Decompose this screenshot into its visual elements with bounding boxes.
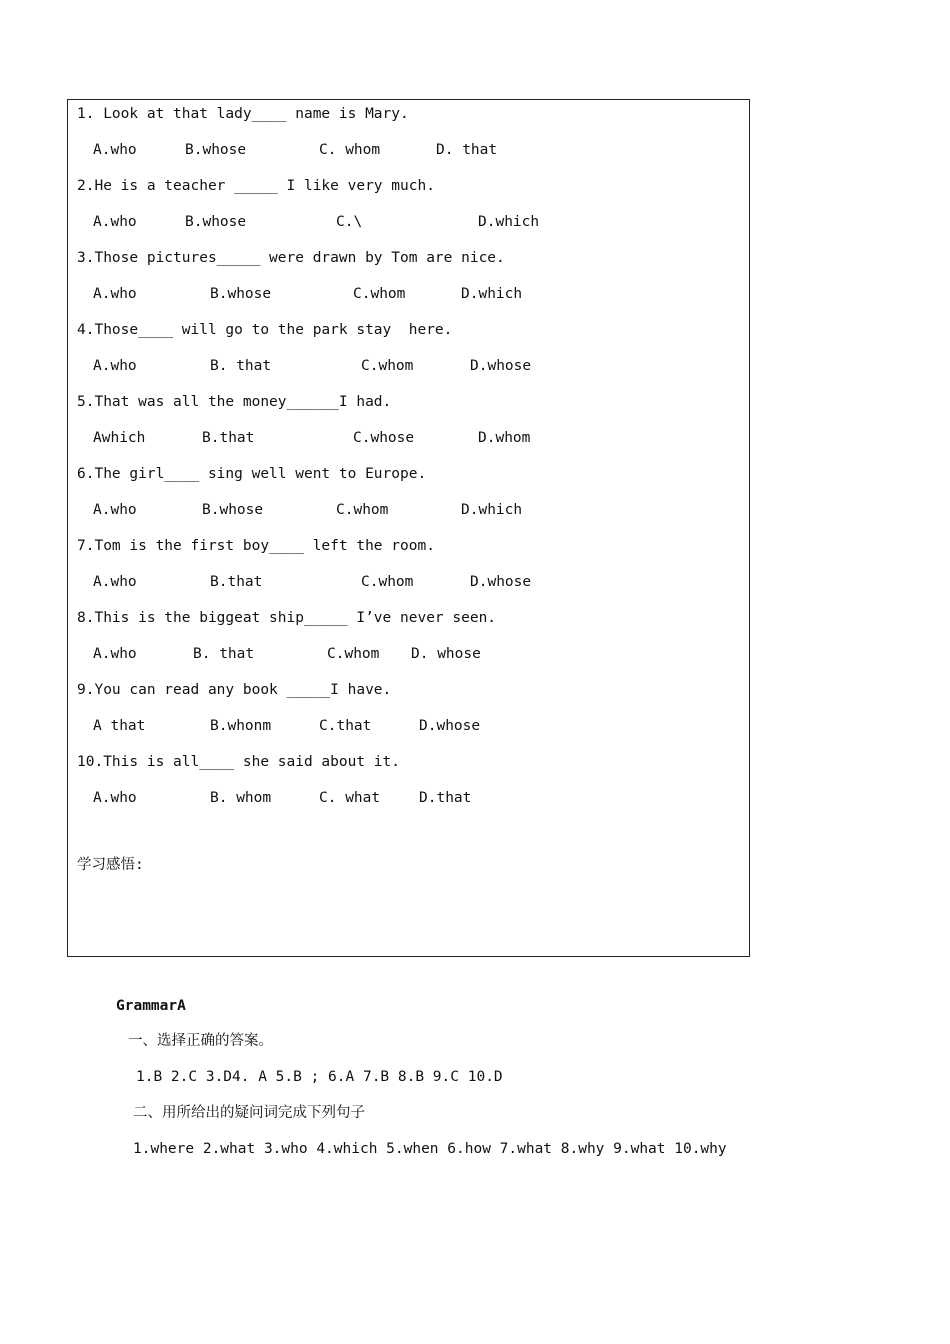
- answers-part1-title: 一、选择正确的答案。: [128, 1033, 273, 1049]
- question-6-option-d: D.which: [461, 502, 523, 518]
- question-2-option-a: A.who: [93, 214, 137, 230]
- question-8-stem: 8.This is the biggeat ship_____ I’ve never seen.: [77, 610, 497, 626]
- question-10-option-c: C. what: [319, 790, 381, 806]
- question-10-stem: 10.This is all____ she said about it.: [77, 754, 401, 770]
- question-3-stem: 3.Those pictures_____ were drawn by Tom are nice.: [77, 250, 505, 266]
- question-7-option-c: C.whom: [361, 574, 414, 590]
- question-6-option-b: B.whose: [202, 502, 264, 518]
- question-9-option-c: C.that: [319, 718, 372, 734]
- exercise-box: [67, 99, 750, 957]
- question-2-option-d: D.which: [478, 214, 540, 230]
- question-6-option-c: C.whom: [336, 502, 389, 518]
- question-9-option-a: A that: [93, 718, 146, 734]
- question-6-stem: 6.The girl____ sing well went to Europe.: [77, 466, 427, 482]
- question-10-option-b: B. whom: [210, 790, 272, 806]
- question-8-option-c: C.whom: [327, 646, 380, 662]
- question-3-option-b: B.whose: [210, 286, 272, 302]
- question-4-option-d: D.whose: [470, 358, 532, 374]
- question-9-option-b: B.whonm: [210, 718, 272, 734]
- question-8-option-b: B. that: [193, 646, 255, 662]
- question-5-stem: 5.That was all the money______I had.: [77, 394, 392, 410]
- question-7-stem: 7.Tom is the first boy____ left the room.: [77, 538, 435, 554]
- answers-part1-list: 1.B 2.C 3.D4. A 5.B ; 6.A 7.B 8.B 9.C 10.D: [136, 1069, 503, 1085]
- answers-heading: GrammarA: [116, 998, 186, 1014]
- answers-part2-list: 1.where 2.what 3.who 4.which 5.when 6.how 7.what 8.why 9.what 10.why: [133, 1141, 727, 1157]
- question-4-option-c: C.whom: [361, 358, 414, 374]
- question-7-option-a: A.who: [93, 574, 137, 590]
- question-2-option-b: B.whose: [185, 214, 247, 230]
- question-9-stem: 9.You can read any book _____I have.: [77, 682, 392, 698]
- question-3-option-d: D.which: [461, 286, 523, 302]
- question-3-option-c: C.whom: [353, 286, 406, 302]
- question-7-option-d: D.whose: [470, 574, 532, 590]
- question-5-option-c: C.whose: [353, 430, 415, 446]
- question-4-option-a: A.who: [93, 358, 137, 374]
- question-4-option-b: B. that: [210, 358, 272, 374]
- question-1-option-c: C. whom: [319, 142, 381, 158]
- question-1-option-b: B.whose: [185, 142, 247, 158]
- question-5-option-b: B.that: [202, 430, 255, 446]
- question-9-option-d: D.whose: [419, 718, 481, 734]
- question-2-option-c: C.\: [336, 214, 363, 230]
- question-4-stem: 4.Those____ will go to the park stay here.: [77, 322, 453, 338]
- question-3-option-a: A.who: [93, 286, 137, 302]
- question-6-option-a: A.who: [93, 502, 137, 518]
- question-10-option-d: D.that: [419, 790, 472, 806]
- question-1-stem: 1. Look at that lady____ name is Mary.: [77, 106, 409, 122]
- question-8-option-d: D. whose: [411, 646, 481, 662]
- question-8-option-a: A.who: [93, 646, 137, 662]
- question-10-option-a: A.who: [93, 790, 137, 806]
- question-7-option-b: B.that: [210, 574, 263, 590]
- question-5-option-a: Awhich: [93, 430, 146, 446]
- question-5-option-d: D.whom: [478, 430, 531, 446]
- question-2-stem: 2.He is a teacher _____ I like very much.: [77, 178, 435, 194]
- reflection-label: 学习感悟:: [77, 857, 144, 873]
- answers-part2-title: 二、用所给出的疑问词完成下列句子: [133, 1105, 365, 1121]
- question-1-option-a: A.who: [93, 142, 137, 158]
- question-1-option-d: D. that: [436, 142, 498, 158]
